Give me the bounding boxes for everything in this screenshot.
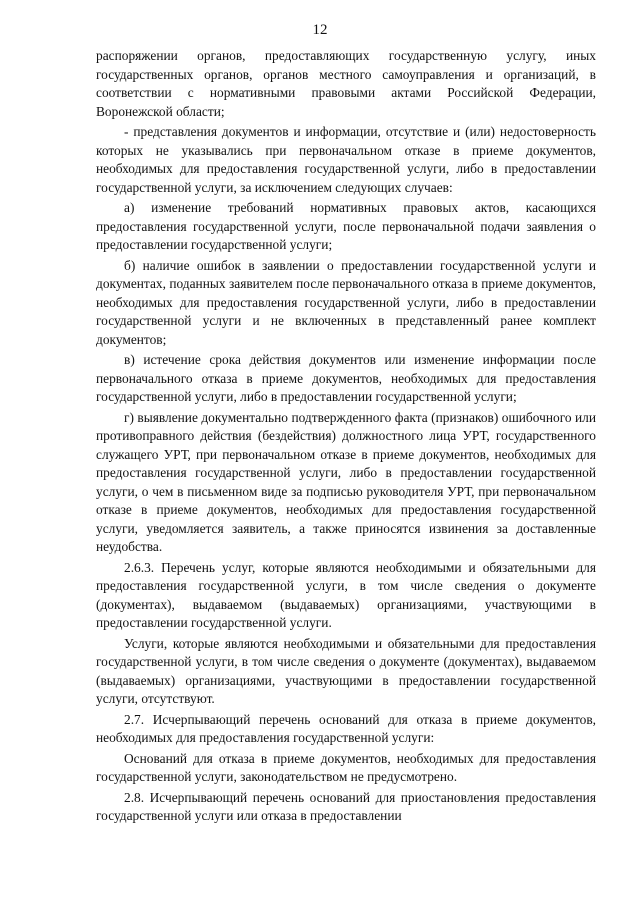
paragraph-case-b: б) наличие ошибок в заявлении о предоставлении государственной услуги и документах, поданных заявителем после первоначального отказа в приеме документов, необходимых для предоставления государственной услуги, либо в предоставлении государственной услуги и не включенных в представленный ранее комплект документов; bbox=[96, 257, 596, 347]
paragraph-continuation: распоряжении органов, предоставляющих государственную услугу, иных государственных органов, органов местного самоуправления и организаций, в соответствии с нормативными правовыми актами Российской Федерации, Воронежской области; bbox=[96, 48, 596, 119]
paragraph-case-v: в) истечение срока действия документов или изменение информации после первоначального отказа в приеме документов, необходимых для предоставления государственной услуги, либо в предоставлении государственной услуги; bbox=[96, 352, 596, 404]
paragraph-case-a: а) изменение требований нормативных правовых актов, касающихся предоставления государственной услуги, после первоначальной подачи заявления о предоставлении государственной услуги; bbox=[96, 200, 596, 252]
paragraph-section-2-7: 2.7. Исчерпывающий перечень оснований для отказа в приеме документов, необходимых для предоставления государственной услуги: bbox=[96, 711, 596, 745]
document-body bbox=[96, 47, 596, 828]
page-number: 12 bbox=[312, 22, 328, 38]
paragraph-exception-intro: - представления документов и информации, отсутствие и (или) недостоверность которых не указывались при первоначальном отказе в приеме документов, необходимых для предоставления государственной услуги, либо в предоставлении государственной услуги, за исключением следующих случаев: bbox=[96, 124, 596, 195]
paragraph-case-g: г) выявление документально подтвержденного факта (признаков) ошибочного или противоправного действия (бездействия) должностного лица УРТ, государственного служащего УРТ, при первоначальном отказе в приеме документов, необходимых для предоставления государственной услуги, либо в предоставлении государственной услуги, о чем в письменном виде за подписью руководителя УРТ, при первоначальном отказе в приеме документов, необходимых для предоставления государственной услуги, уведомляется заявитель, а также приносятся извинения за доставленные неудобства. bbox=[96, 409, 596, 554]
paragraph-section-2-6-3: 2.6.3. Перечень услуг, которые являются необходимыми и обязательными для предоставления государственной услуги, в том числе сведения о документе (документах), выдаваемом (выдаваемых) организациями, участвующими в предоставлении государственной услуги. bbox=[96, 559, 596, 630]
paragraph-section-2-8: 2.8. Исчерпывающий перечень оснований для приостановления предоставления государственной услуги или отказа в предоставлении bbox=[96, 789, 596, 823]
paragraph-no-grounds: Оснований для отказа в приеме документов, необходимых для предоставления государственной услуги, законодательством не предусмотрено. bbox=[96, 750, 596, 784]
paragraph-services-absent: Услуги, которые являются необходимыми и обязательными для предоставления государственной услуги, в том числе сведения о документе (документах), выдаваемом (выдаваемых) организациями, участвующими в предоставлении государственной услуги, отсутствуют. bbox=[96, 635, 596, 706]
